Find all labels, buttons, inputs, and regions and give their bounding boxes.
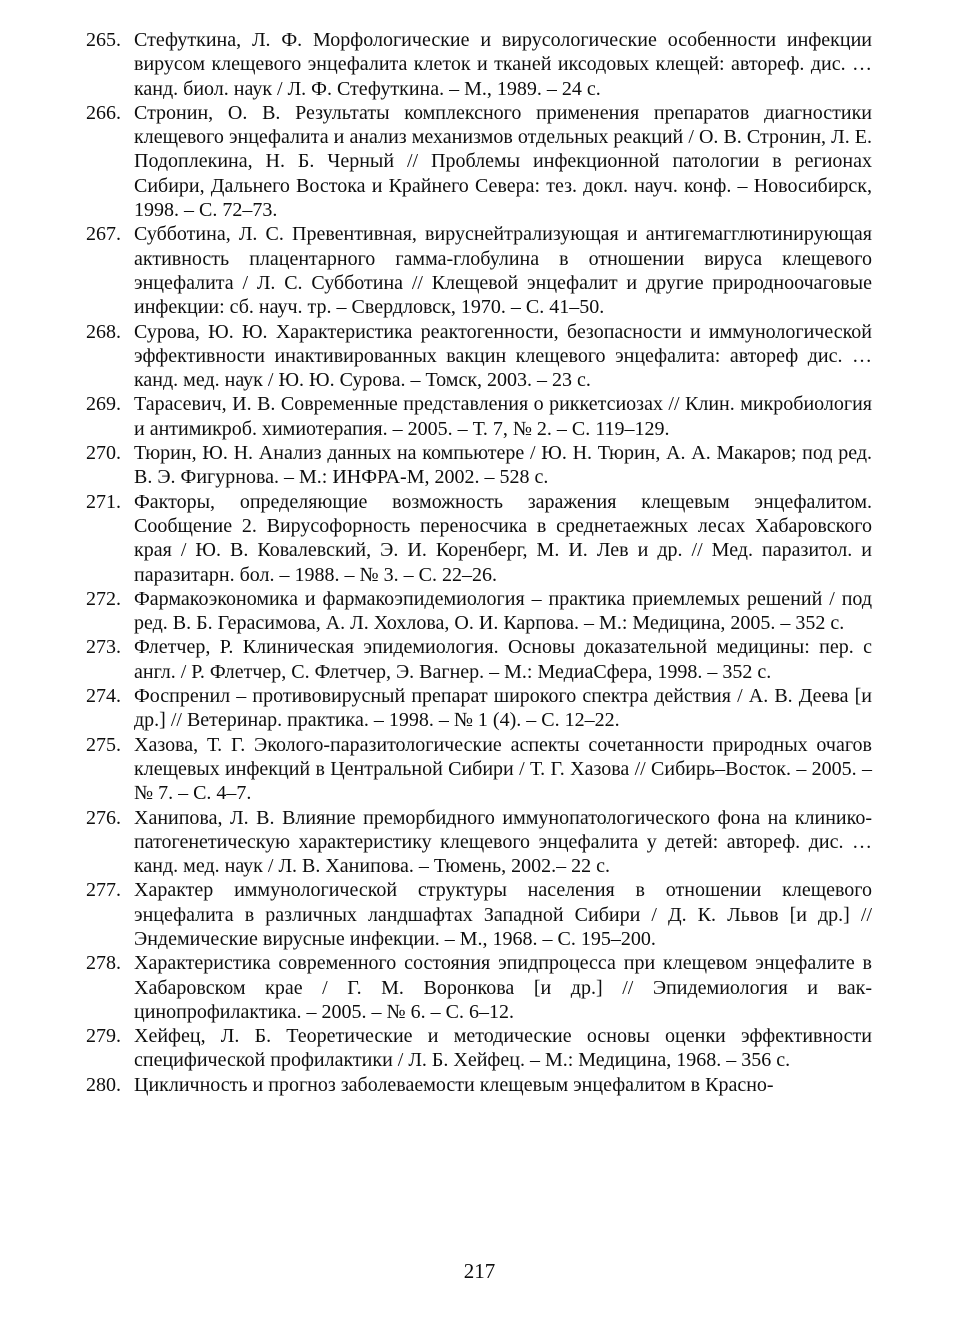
entry-text: Флетчер, Р. Клиническая эпидемиология. Основы доказательной медицины: пер. с англ. / Р. Флетчер, С. Флетчер, Э. Вагнер. – М.: МедиаСфера, 1998. – 352 с. bbox=[134, 636, 872, 683]
page-number: 217 bbox=[463, 1259, 496, 1283]
entry-text: Ханипова, Л. В. Влияние преморбидного иммунопатологического фона на клинико-патогенетическую характеристику клещевого энцефалита у детей: автореф. дис. … канд. мед. наук / Л. В. Ханипова. – Тюмень, 2002.– 22 с. bbox=[134, 806, 872, 878]
entry-text: Характер иммунологической структуры населения в отношении клещевого энцефалита в различных ландшафтах Западной Сибири / Д. К. Львов [и др.] // Эндемические вирусные инфекции. – М., 1968. – С. 195–200. bbox=[134, 879, 872, 950]
entry-number: 266. bbox=[86, 101, 121, 124]
entry-number: 273. bbox=[86, 636, 121, 659]
bibliography-entry bbox=[86, 733, 872, 806]
bibliography-entry bbox=[86, 392, 872, 441]
entry-number: 277. bbox=[86, 879, 121, 902]
entry-text: Фоспренил – противовирусный препарат широкого спектра действия / А. В. Деева [и др.] // Ветеринар. практика. – 1998. – № 1 (4). – С. 12–22. bbox=[134, 685, 872, 732]
entry-number: 267. bbox=[86, 223, 121, 246]
bibliography-entry bbox=[86, 684, 872, 733]
entry-text: Факторы, определяющие возможность заражения клещевым энцефалитом. Сообщение 2. Вирусофорность переносчика в среднетаежных лесах Хабаровского края / Ю. В. Ковалевский, Э. И. Коренберг, М. И. Лев и др. // Мед. паразитол. и паразитарн. бол. – 1988. – № 3. – С. 22–26. bbox=[134, 490, 872, 586]
bibliography-entry bbox=[86, 320, 872, 393]
entry-number: 278. bbox=[86, 952, 121, 975]
bibliography-entry bbox=[86, 635, 872, 684]
bibliography-entry bbox=[86, 587, 872, 636]
entry-text: Хазова, Т. Г. Эколого-паразитологические аспекты сочетанности природных очагов клещевых инфекций в Центральной Сибири / Т. Г. Хазова // Сибирь–Восток. – 2005. – № 7. – С. 4–7. bbox=[134, 733, 872, 805]
bibliography-entry bbox=[86, 878, 872, 951]
entry-number: 272. bbox=[86, 587, 121, 610]
entry-text: Хейфец, Л. Б. Теоретические и методические основы оценки эффективности специфической профилактики / Л. Б. Хейфец. – М.: Медицина, 1968. – 356 с. bbox=[134, 1025, 872, 1072]
entry-text: Тюрин, Ю. Н. Анализ данных на компьютере / Ю. Н. Тюрин, А. А. Макаров; под ред. В. Э. Фигурнова. – М.: ИНФРА-М, 2002. – 528 с. bbox=[134, 442, 872, 489]
entry-number: 280. bbox=[86, 1073, 121, 1096]
entry-number: 269. bbox=[86, 393, 121, 416]
bibliography-entry bbox=[86, 1024, 872, 1073]
entry-number: 275. bbox=[86, 733, 121, 756]
bibliography-entry bbox=[86, 806, 872, 879]
entry-text: Субботина, Л. С. Превентивная, вируснейтрализующая и антигемагглютинирующая активность плацентарного гамма-глобулина в отношении вируса клещевого энцефалита / Л. С. Субботина // Клещевой энцефалит и другие природноочаговые инфекции: сб. науч. тр. – Свердловск, 1970. – С. 41–50. bbox=[134, 223, 872, 319]
bibliography-entry bbox=[86, 1073, 872, 1097]
entry-text: Фармакоэкономика и фармакоэпидемиология – практика приемлемых решений / под ред. В. Б. Герасимова, А. Л. Хохлова, О. И. Карпова. – М.: Медицина, 2005. – 352 с. bbox=[134, 587, 872, 635]
entry-text: Характеристика современного состояния эпидпроцесса при клещевом энцефалите в Хабаровском крае / Г. М. Воронкова [и др.] // Эпидемиология и вакцинопрофилактика. – 2005. – № 6. – С. 6–12. bbox=[134, 952, 872, 1023]
bibliography-entry bbox=[86, 101, 872, 222]
entry-text: Стронин, О. В. Результаты комплексного применения препаратов диагностики клещевого энцефалита и анализ механизмов отдельных реакций / О. В. Стронин, Л. Е. Подоплекина, Н. Б. Черный // Проблемы инфекционной патологии в регионах Сибири, Дальнего Востока и Крайнего Севера: тез. докл. науч. конф. – Новосибирск, 1998. – С. 72–73. bbox=[134, 101, 872, 222]
bibliography-entry bbox=[86, 222, 872, 319]
entry-number: 270. bbox=[86, 442, 121, 465]
entry-number: 274. bbox=[86, 685, 121, 708]
entry-number: 276. bbox=[86, 806, 121, 829]
bibliography-entry bbox=[86, 490, 872, 587]
bibliography-entry bbox=[86, 441, 872, 490]
entry-text: Цикличность и прогноз заболеваемости клещевым энцефалитом в Красно- bbox=[134, 1073, 774, 1096]
entry-text: Стефуткина, Л. Ф. Морфологические и вирусологические особенности инфекции вирусом клещевого энцефалита клеток и тканей иксодовых клещей: автореф. дис. … канд. биол. наук / Л. Ф. Стефуткина. – М., 1989. – 24 с. bbox=[134, 29, 872, 100]
entry-number: 265. bbox=[86, 29, 121, 51]
bibliography-entry bbox=[86, 951, 872, 1024]
entry-number: 271. bbox=[86, 490, 121, 513]
entry-text: Тарасевич, И. В. Современные представления о риккетсиозах // Клин. микробиология и антимикроб. химиотерапия. – 2005. – Т. 7, № 2. – С. 119–129. bbox=[134, 393, 872, 440]
bibliography-entry bbox=[86, 28, 872, 101]
entry-number: 279. bbox=[86, 1025, 121, 1048]
entry-number: 268. bbox=[86, 320, 121, 343]
bibliography-list bbox=[86, 28, 872, 1097]
entry-text: Сурова, Ю. Ю. Характеристика реактогенности, безопасности и иммунологической эффективности инактивированных вакцин клещевого энцефалита: автореф дис. … канд. мед. наук / Ю. Ю. Сурова. – Томск, 2003. – 23 с. bbox=[134, 320, 872, 392]
